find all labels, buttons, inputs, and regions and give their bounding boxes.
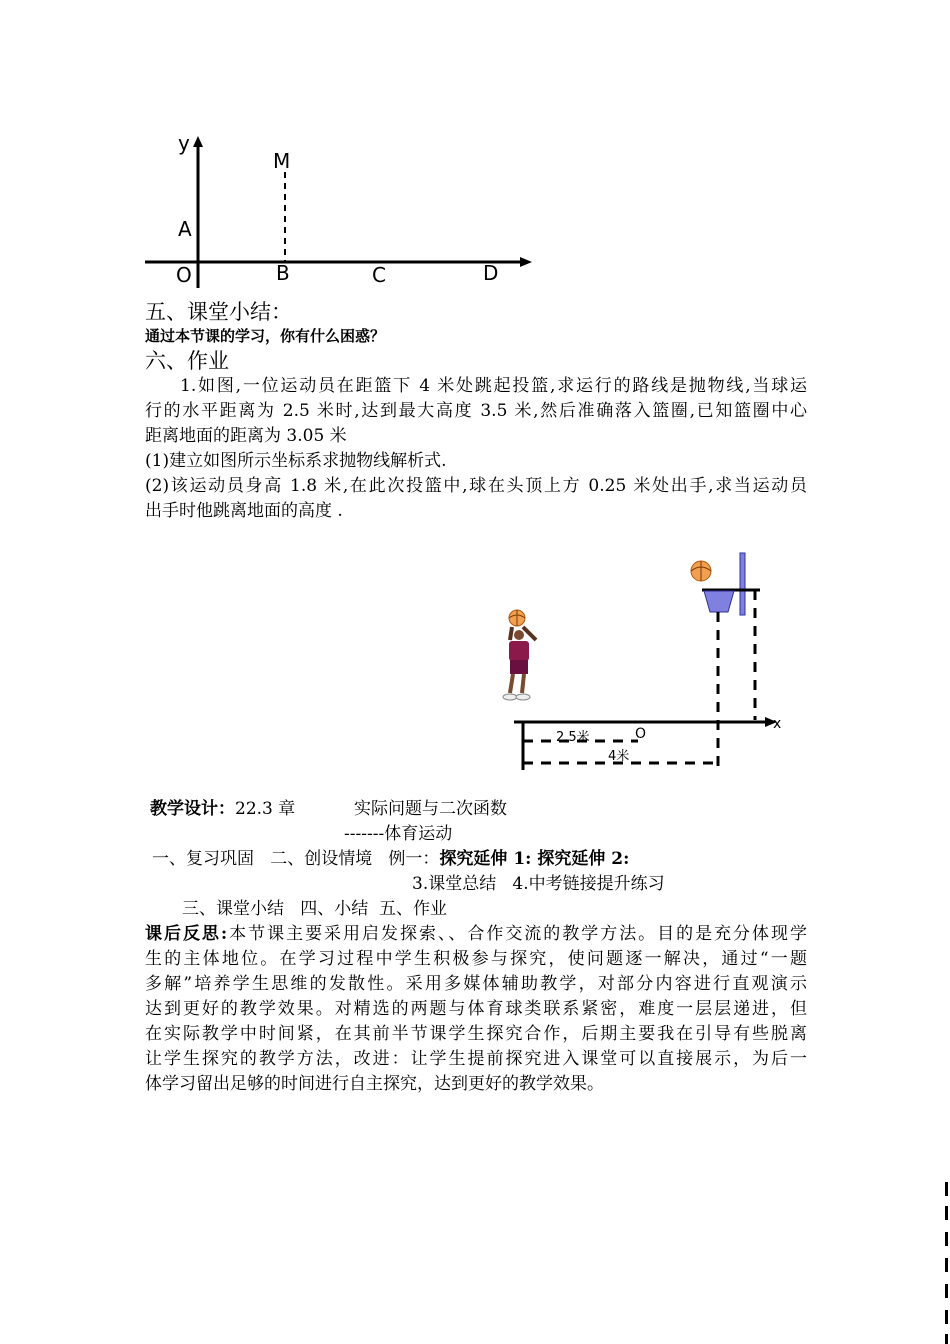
reflection-line-6: 让学生探究的教学方法，改进：让学生提前探究进入课堂可以直接展示，为后一 [145, 1049, 807, 1069]
edge-mark [945, 1232, 948, 1246]
player-illustration [503, 610, 536, 700]
reflection-line-2: 生的主体地位。在学习过程中学生积极参与探究，使问题逐一解决，通过“一题 [145, 949, 807, 969]
design-title-label: 教学设计： [150, 799, 235, 819]
design-outline-1-plain: 一、复习巩固 二、创设情境 例一： [152, 849, 440, 869]
design-chapter: 22.3 章 [235, 799, 296, 819]
design-outline-1 [152, 847, 629, 872]
reflection-text-1: 本节课主要采用启发探索、、合作交流的教学方法。目的是充分体现学 [227, 924, 807, 944]
x-axis-arrow [520, 257, 532, 267]
design-topic: 实际问题与二次函数 [354, 799, 507, 819]
design-outline-2: 3.课堂总结 4.中考链接提升练习 [412, 874, 665, 894]
design-subtopic: -------体育运动 [344, 824, 453, 844]
y-axis-arrow [193, 136, 203, 147]
label-x: x [773, 716, 782, 732]
section6-heading: 六、作业 [145, 349, 229, 373]
edge-mark [945, 1182, 948, 1196]
problem-part-2-line-1: (2)该运动员身高 1.8 米,在此次投篮中,球在头顶上方 0.25 米处出手,求当运动员 [145, 476, 807, 496]
label-origin: O [635, 726, 647, 742]
label-m: M [273, 149, 291, 173]
hoop-net [704, 591, 734, 612]
reflection-line-7: 体学习留出足够的时间进行自主探究，达到更好的教学效果。 [145, 1074, 604, 1094]
problem-part-2-line-2: 出手时他跳离地面的高度 . [145, 501, 343, 521]
coordinate-figure [140, 130, 550, 295]
edge-mark [945, 1284, 948, 1298]
basketball-icon [691, 561, 711, 581]
edge-mark [945, 1310, 948, 1324]
reflection-line-3: 多解”培养学生思维的发散性。采用多媒体辅助教学，对部分内容进行直观演示 [145, 974, 807, 994]
label-2-5m: 2.5米 [556, 730, 590, 745]
design-outline-3: 三、课堂小结 四、小结 五、作业 [182, 899, 448, 919]
label-4m: 4米 [608, 749, 630, 764]
label-c: C [372, 263, 386, 287]
problem-part-1: (1)建立如图所示坐标系求抛物线解析式. [145, 451, 447, 471]
problem-line-1: 1.如图,一位运动员在距篮下 4 米处跳起投篮,求运行的路线是抛物线,当球运 [180, 376, 807, 396]
label-a: A [178, 217, 192, 241]
reflection-line-4: 达到更好的教学效果。对精选的两题与体育球类联系紧密，难度一层层递进，但 [145, 999, 807, 1019]
reflection-line-1 [145, 922, 807, 947]
reflection-label: 课后反思: [145, 924, 228, 944]
label-o: O [176, 263, 192, 287]
backboard [740, 553, 745, 615]
label-b: B [276, 261, 290, 285]
reflection-line-5: 在实际教学中时间紧，在其前半节课学生探究合作，后期主要我在引导有些脱离 [145, 1024, 807, 1044]
basketball-figure [490, 545, 790, 775]
problem-line-2: 行的水平距离为 2.5 米时,达到最大高度 3.5 米,然后准确落入篮圈,已知篮圈中心 [145, 401, 807, 421]
section5-question: 通过本节课的学习，你有什么困惑？ [145, 327, 386, 345]
label-d: D [483, 261, 499, 285]
section5-heading: 五、课堂小结： [145, 300, 292, 324]
design-outline-1-bold: 探究延伸 1: 探究延伸 2: [439, 849, 630, 869]
design-title-row [150, 797, 295, 822]
edge-mark [945, 1334, 948, 1344]
edge-mark [945, 1206, 948, 1220]
edge-mark [945, 1258, 948, 1272]
label-y: y [178, 131, 190, 155]
problem-line-3: 距离地面的距离为 3.05 米 [145, 426, 347, 446]
